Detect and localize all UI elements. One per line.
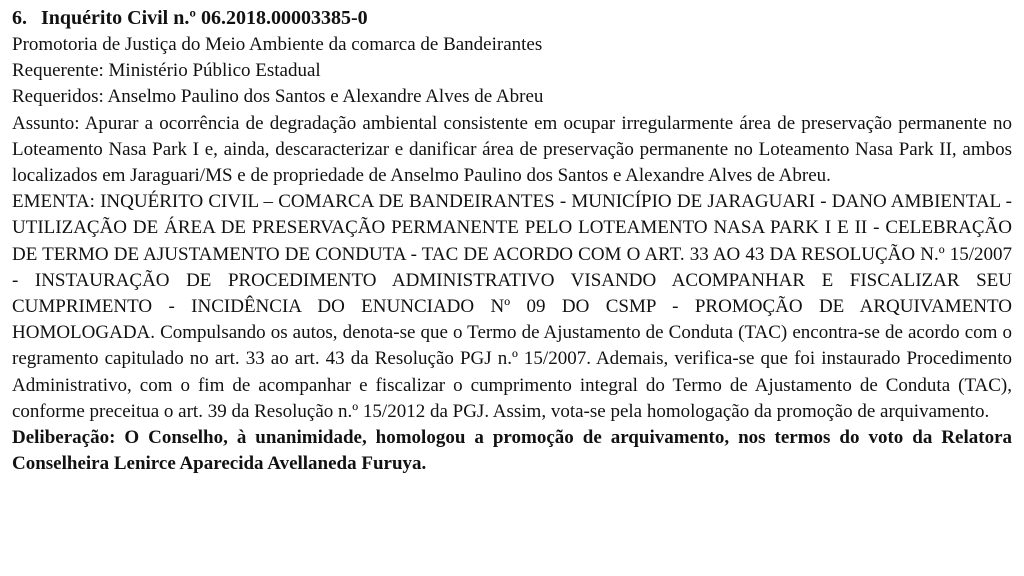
item-heading	[12, 0, 1012, 32]
requeridos-line: Requeridos: Anselmo Paulino dos Santos e Alexandre Alves de Abreu	[12, 86, 544, 108]
item-title: Inquérito Civil n.º 06.2018.00003385-0	[41, 7, 368, 29]
promotoria-line: Promotoria de Justiça do Meio Ambiente da comarca de Bandeirantes	[12, 34, 543, 55]
requerente-line: Requerente: Ministério Público Estadual	[12, 60, 321, 82]
deliberacao-paragraph: Deliberação: O Conselho, à unanimidade, homologou a promoção de arquivamento, nos termos do voto da Relatora Conselheira Lenirce Aparecida Avellaneda Furuya.	[12, 427, 1012, 475]
assunto-paragraph: Assunto: Apurar a ocorrência de degradação ambiental consistente em ocupar irregularmente área de preservação permanente no Loteamento Nasa Park I e, ainda, descaracterizar e danificar área de preservação permanente no Loteamento Nasa Park II, ambos localizados em Jaraguari/MS e de propriedade de Anselmo Paulino dos Santos e Alexandre Alves de Abreu.	[12, 112, 1012, 187]
ementa-paragraph: EMENTA: INQUÉRITO CIVIL – COMARCA DE BANDEIRANTES - MUNICÍPIO DE JARAGUARI - DANO AMBIENTAL - UTILIZAÇÃO DE ÁREA DE PRESERVAÇÃO PERMANENTE PELO LOTEAMENTO NASA PARK I E II - CELEBRAÇÃO DE TERMO DE AJUSTAMENTO DE CONDUTA - TAC DE ACORDO COM O ART. 33 AO 43 DA RESOLUÇÃO N.º 15/2007 - INSTAURAÇÃO DE PROCEDIMENTO ADMINISTRATIVO VISANDO ACOMPANHAR E FISCALIZAR SEU CUMPRIMENTO - INCIDÊNCIA DO ENUNCIADO Nº 09 DO CSMP - PROMOÇÃO DE ARQUIVAMENTO HOMOLOGADA. Compulsando os autos, denota-se que o Termo de Ajustamento de Conduta (TAC) encontra-se de acordo com o regramento capitulado no art. 33 ao art. 43 da Resolução PGJ n.º 15/2007. Ademais, verifica-se que foi instaurado Procedimento Administrativo, com o fim de acompanhar e fiscalizar o cumprimento integral do Termo de Ajustamento de Conduta (TAC), conforme preceitua o art. 39 da Resolução n.º 15/2012 da PGJ. Assim, vota-se pela homologação da promoção de arquivamento.	[12, 191, 1012, 422]
item-number: 6.	[12, 7, 27, 29]
